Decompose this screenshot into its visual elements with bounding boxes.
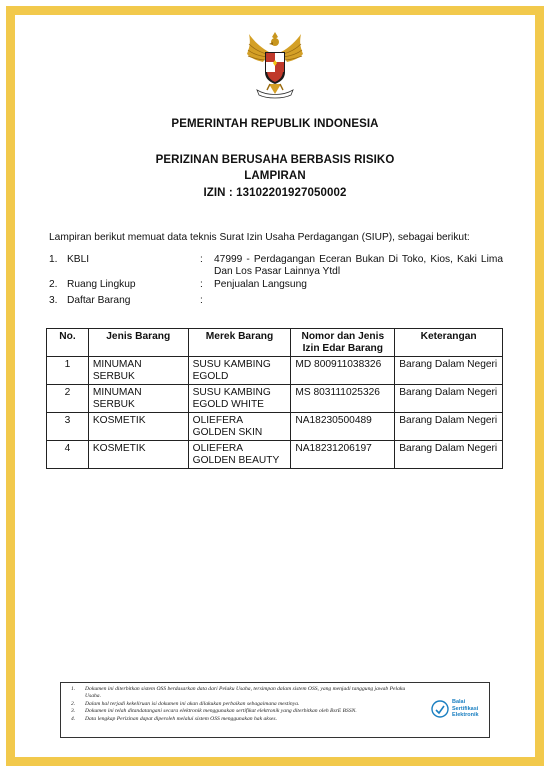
cell-jenis-barang: KOSMETIK [88, 413, 188, 441]
info-colon: : [200, 295, 203, 306]
cell-no: 1 [47, 357, 89, 385]
column-header-no: No. [47, 329, 89, 357]
column-header-jenis-barang: Jenis Barang [88, 329, 188, 357]
info-row-daftar-barang [49, 295, 503, 306]
column-header-merek-barang: Merek Barang [188, 329, 291, 357]
table-header-row [47, 329, 503, 357]
info-label: Daftar Barang [67, 295, 131, 306]
government-heading: PEMERINTAH REPUBLIK INDONESIA [171, 118, 379, 130]
table-row [47, 441, 503, 469]
column-header-keterangan: Keterangan [395, 329, 503, 357]
cell-merek-barang: SUSU KAMBING EGOLD WHITE [188, 385, 291, 413]
footer-notes-box [60, 682, 490, 738]
info-colon: : [200, 254, 203, 265]
bsre-logo [431, 695, 491, 723]
cell-jenis-barang: KOSMETIK [88, 441, 188, 469]
table-row [47, 413, 503, 441]
document-title: PERIZINAN BERUSAHA BERBASIS RISIKO [155, 154, 395, 166]
cell-jenis-barang: MINUMAN SERBUK [88, 385, 188, 413]
bsre-logo-icon [431, 700, 449, 718]
cell-nomor-izin: NA18231206197 [291, 441, 395, 469]
cell-nomor-izin: MS 803111025326 [291, 385, 395, 413]
info-value [214, 295, 503, 306]
cell-nomor-izin: MD 800911038326 [291, 357, 395, 385]
info-row-kbli [49, 254, 503, 278]
cell-keterangan: Barang Dalam Negeri [395, 357, 503, 385]
footer-note: 3. Dokumen ini telah ditandatangani secara elektronik menggunakan sertifikat elektronik yang diterbitkan oleh BsrE BSSN. [71, 708, 357, 715]
cell-keterangan: Barang Dalam Negeri [395, 413, 503, 441]
cell-no: 3 [47, 413, 89, 441]
info-label: KBLI [67, 254, 90, 265]
table-row [47, 385, 503, 413]
document-subtitle: LAMPIRAN [244, 170, 306, 182]
cell-no: 2 [47, 385, 89, 413]
garuda-emblem-icon [243, 30, 307, 100]
info-number: 2. [49, 279, 58, 290]
footer-note: 2. Dalam hal terjadi kekeliruan isi dokumen ini akan dilakukan perbaikan sebagaimana mestinya. [71, 700, 300, 707]
column-header-nomor-izin: Nomor dan Jenis Izin Edar Barang [291, 329, 395, 357]
cell-no: 4 [47, 441, 89, 469]
permit-number: IZIN : 13102201927050002 [203, 187, 347, 199]
cell-merek-barang: OLIEFERA GOLDEN BEAUTY [188, 441, 291, 469]
info-row-ruang-lingkup [49, 279, 503, 291]
info-number: 3. [49, 295, 58, 306]
cell-jenis-barang: MINUMAN SERBUK [88, 357, 188, 385]
cell-keterangan: Barang Dalam Negeri [395, 385, 503, 413]
cell-merek-barang: SUSU KAMBING EGOLD [188, 357, 291, 385]
bsre-logo-text: Balai Sertifikasi Elektronik [452, 699, 479, 719]
info-value: Penjualan Langsung [214, 279, 307, 290]
info-value: 47999 - Perdagangan Eceran Bukan Di Toko, Kios, Kaki Lima Dan Los Pasar Lainnya Ytdl [214, 254, 503, 277]
goods-table [46, 328, 503, 469]
footer-note: 4. Data lengkap Perizinan dapat diperoleh melalui sistem OSS menggunakan hak akses. [71, 715, 277, 722]
info-number: 1. [49, 254, 58, 265]
cell-keterangan: Barang Dalam Negeri [395, 441, 503, 469]
cell-nomor-izin: NA18230500489 [291, 413, 395, 441]
info-label: Ruang Lingkup [67, 279, 136, 290]
footer-notes-list [71, 686, 416, 723]
info-colon: : [200, 279, 203, 290]
footer-note: 1. Dokumen ini diterbitkan sistem OSS berdasarkan data dari Pelaku Usaha, tersimpan dalam sistem OSS, yang menjadi tanggung jawab Pelaku Usaha. [71, 686, 406, 700]
cell-merek-barang: OLIEFERA GOLDEN SKIN [188, 413, 291, 441]
table-row [47, 357, 503, 385]
intro-text: Lampiran berikut memuat data teknis Surat Izin Usaha Perdagangan (SIUP), sebagai berikut: [49, 232, 470, 243]
